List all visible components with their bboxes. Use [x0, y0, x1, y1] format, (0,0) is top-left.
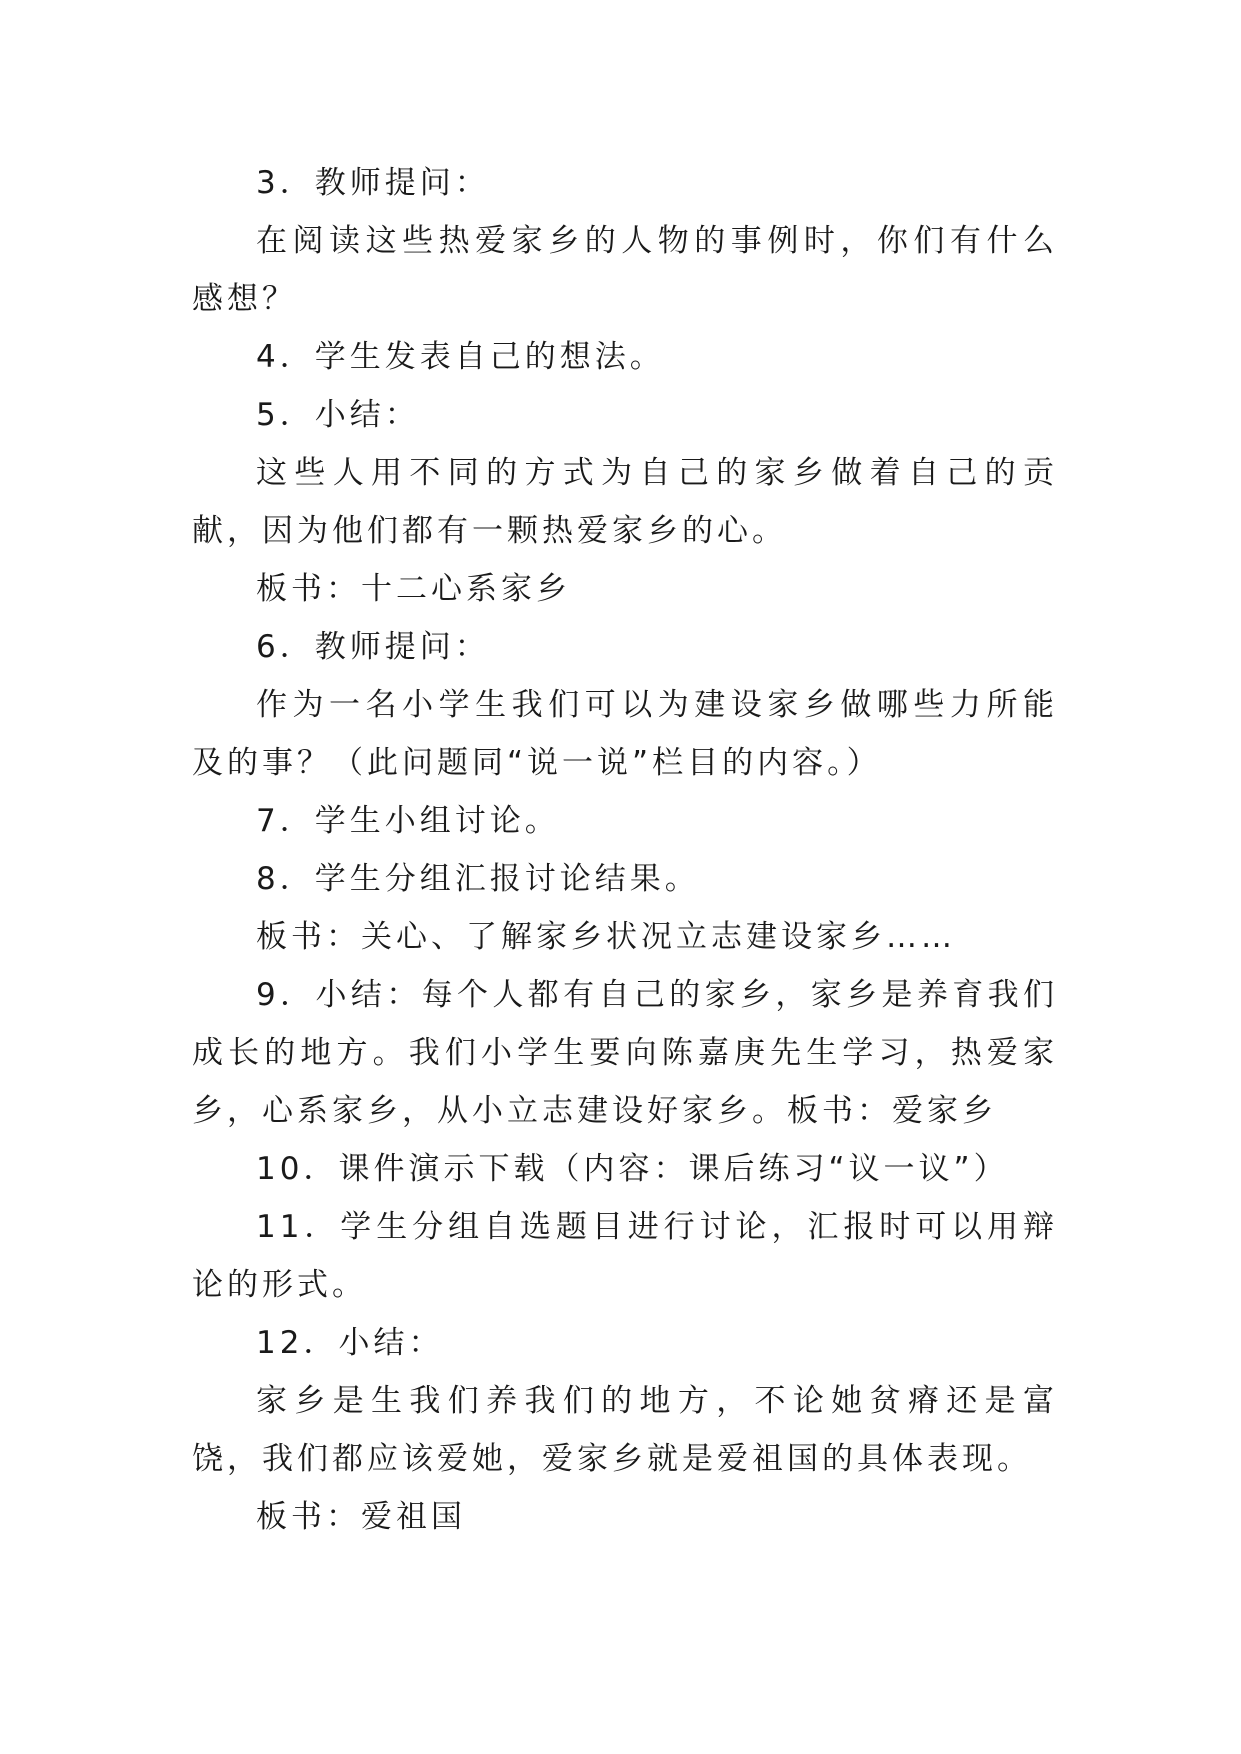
paragraph-summary-1: 这些人用不同的方式为自己的家乡做着自己的贡献，因为他们都有一颗热爱家乡的心。: [192, 455, 1058, 549]
paragraph-blackboard-2: 板书：关心、了解家乡状况立志建设家乡……: [256, 919, 956, 955]
document-body: [192, 154, 1058, 1546]
paragraph-summary-2: 家乡是生我们养我们的地方，不论她贫瘠还是富饶，我们都应该爱她，爱家乡就是爱祖国的具体表现。: [192, 1383, 1058, 1477]
paragraph-step-3: 3．教师提问：: [256, 165, 490, 201]
paragraph-blackboard-1: 板书：十二心系家乡: [256, 571, 571, 607]
paragraph-step-8: 8．学生分组汇报讨论结果。: [256, 861, 700, 897]
paragraph-step-12: 12．小结：: [256, 1325, 444, 1361]
paragraph-blackboard-3: 板书：爱祖国: [256, 1499, 466, 1535]
paragraph-step-9: 9．小结：每个人都有自己的家乡，家乡是养育我们成长的地方。我们小学生要向陈嘉庚先生学习，热爱家乡，心系家乡，从小立志建设好家乡。板书：爱家乡: [192, 977, 1058, 1129]
paragraph-step-10: 10．课件演示下载（内容：课后练习“议一议”）: [256, 1151, 1009, 1187]
paragraph-step-5: 5．小结：: [256, 397, 420, 433]
paragraph-step-6: 6．教师提问：: [256, 629, 490, 665]
paragraph-step-4: 4．学生发表自己的想法。: [256, 339, 665, 375]
paragraph-question-2: 作为一名小学生我们可以为建设家乡做哪些力所能及的事？（此问题同“说一说”栏目的内容。）: [192, 687, 1058, 781]
paragraph-step-11: 11．学生分组自选题目进行讨论，汇报时可以用辩论的形式。: [192, 1209, 1058, 1303]
paragraph-step-7: 7．学生小组讨论。: [256, 803, 560, 839]
paragraph-question: 在阅读这些热爱家乡的人物的事例时，你们有什么感想？: [192, 223, 1058, 317]
